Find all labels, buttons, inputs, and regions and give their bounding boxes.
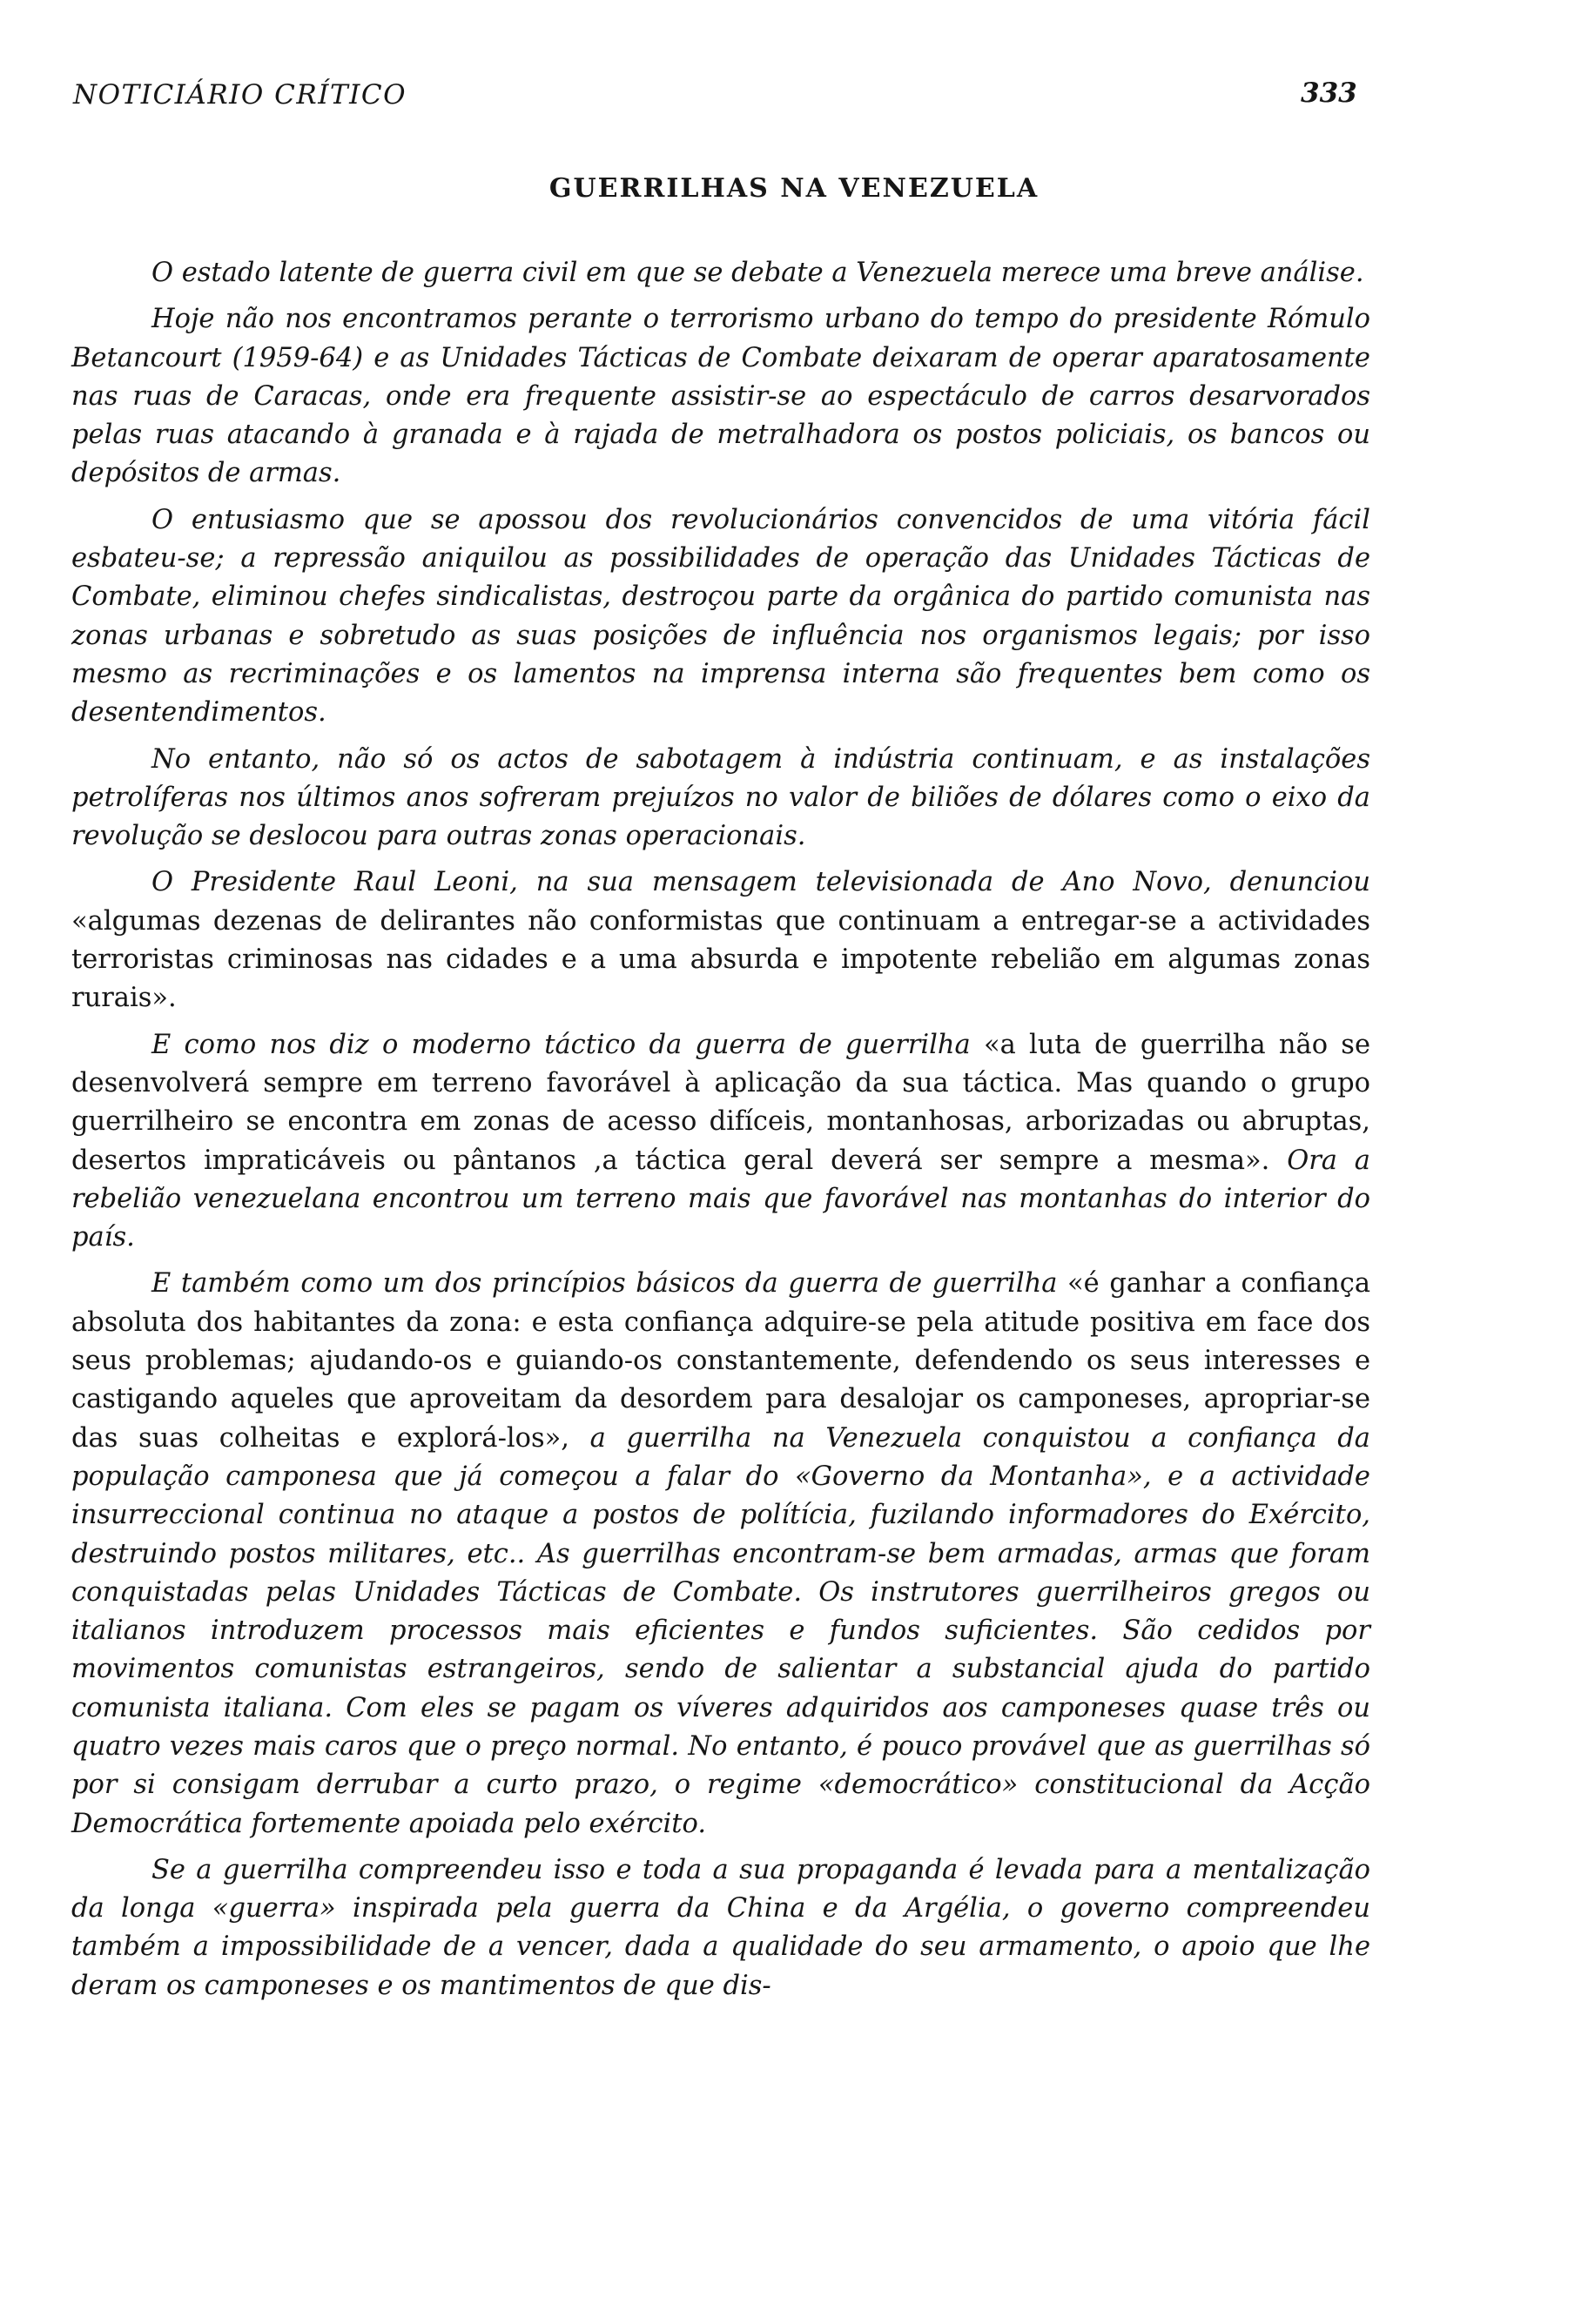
running-header: NOTICIÁRIO CRÍTICO (73, 79, 407, 111)
article-title: GUERRILHAS NA VENEZUELA (548, 173, 1040, 204)
italic-text: E também como um dos princípios básicos da guerra de guerrilha (151, 1268, 1068, 1300)
article-body (71, 254, 1370, 2005)
italic-text: a guerrilha na Venezuela conquistou a confiança da população camponesa que já começou a falar do «Governo da Montanha», e a actividade insurreccional continua no ataque a postos de polítícia, fuzilando informadores do Exército, destruindo postos militares, etc.. As guerrilhas encontram-se bem armadas, armas que foram conquistadas pelas Unidades Tácticas de Combate. Os instrutores guerrilheiros gregos ou italianos introduzem processos mais eficientes e fundos suficientes. São cedidos por movimentos comunistas estrangeiros, sendo de salientar a substancial ajuda do partido comunista italiana. Com eles se pagam os víveres adquiridos aos camponeses quase três ou quatro vezes mais caros que o preço normal. No entanto, é pouco provável que as guerrilhas só por si consigam derrubar a curto prazo, o regime «democrático» constitucional da Acção Democrática fortemente apoiada pelo exército. (71, 1422, 1370, 1839)
paragraph: O entusiasmo que se apossou dos revolucionários convencidos de uma vitória fácil esbateu-se; a repressão aniquilou as possibilidades de operação das Unidades Tácticas de Combate, eliminou chefes sindicalistas, destroçou parte da orgânica do partido comunista nas zonas urbanas e sobretudo as suas posições de influência nos organismos legais; por isso mesmo as recriminações e os lamentos na imprensa interna são frequentes bem como os desentendimentos. (71, 504, 1370, 729)
paragraph: O estado latente de guerra civil em que se debate a Venezuela merece uma breve análise. (151, 258, 1364, 288)
paragraph (71, 1265, 1370, 1843)
italic-text: E como nos diz o moderno táctico da guerra de guerrilha (151, 1029, 984, 1060)
paragraph (71, 1026, 1370, 1258)
paragraph: No entanto, não só os actos de sabotagem à indústria continuam, e as instalações petrolíferas nos últimos anos sofreram prejuízos no valor de biliões de dólares como o eixo da revolução se deslocou para outras zonas operacionais. (71, 743, 1370, 852)
italic-text: Ora a rebelião venezuelana encontrou um terreno mais que favorável nas montanhas do interior do país. (71, 1145, 1370, 1253)
paragraph: Se a guerrilha compreendeu isso e toda a sua propaganda é levada para a mentalização da longa «guerra» inspirada pela guerra da China e da Argélia, o governo compreendeu também a impossibilidade de a vencer, dada a qualidade do seu armamento, o apoio que lhe deram os camponeses e os mantimentos de que dis- (71, 1854, 1370, 2001)
quoted-text: «a luta de guerrilha não se desenvolverá sempre em terreno favorável à aplicação da sua táctica. Mas quando o grupo guerrilheiro se encontra em zonas de acesso difíceis, montanhosas, arborizadas ou abruptas, desertos impraticáveis ou pântanos ,a táctica geral deverá ser sempre a mesma». (71, 1029, 1370, 1176)
paragraph: Hoje não nos encontramos perante o terrorismo urbano do tempo do presidente Rómulo Betancourt (1959-64) e as Unidades Tácticas de Combate deixaram de operar aparatosamente nas ruas de Caracas, onde era frequente assistir-se ao espectáculo de carros desarvorados pelas ruas atacando à granada e à rajada de metralhadora os postos policiais, os bancos ou depósitos de armas. (71, 304, 1370, 489)
paragraph (71, 863, 1370, 1018)
page-number: 333 (1301, 77, 1357, 109)
italic-text: O Presidente Raul Leoni, na sua mensagem televisionada de Ano Novo, denunciou (151, 867, 1370, 898)
quoted-text: «é ganhar a confiança absoluta dos habitantes da zona: e esta confiança adquire-se pela atitude positiva em face dos seus problemas; ajudando-os e guiando-os constantemente, defendendo os seus interesses e castigando aqueles que aproveitam da desordem para desalojar os camponeses, apropriar-se das suas colheitas e explorá-los», (71, 1268, 1371, 1454)
quoted-text: «algumas dezenas de delirantes não conformistas que continuam a entregar-se a actividades terroristas criminosas nas cidades e a uma absurda e impotente rebelião em algumas zonas rurais». (71, 905, 1370, 1014)
